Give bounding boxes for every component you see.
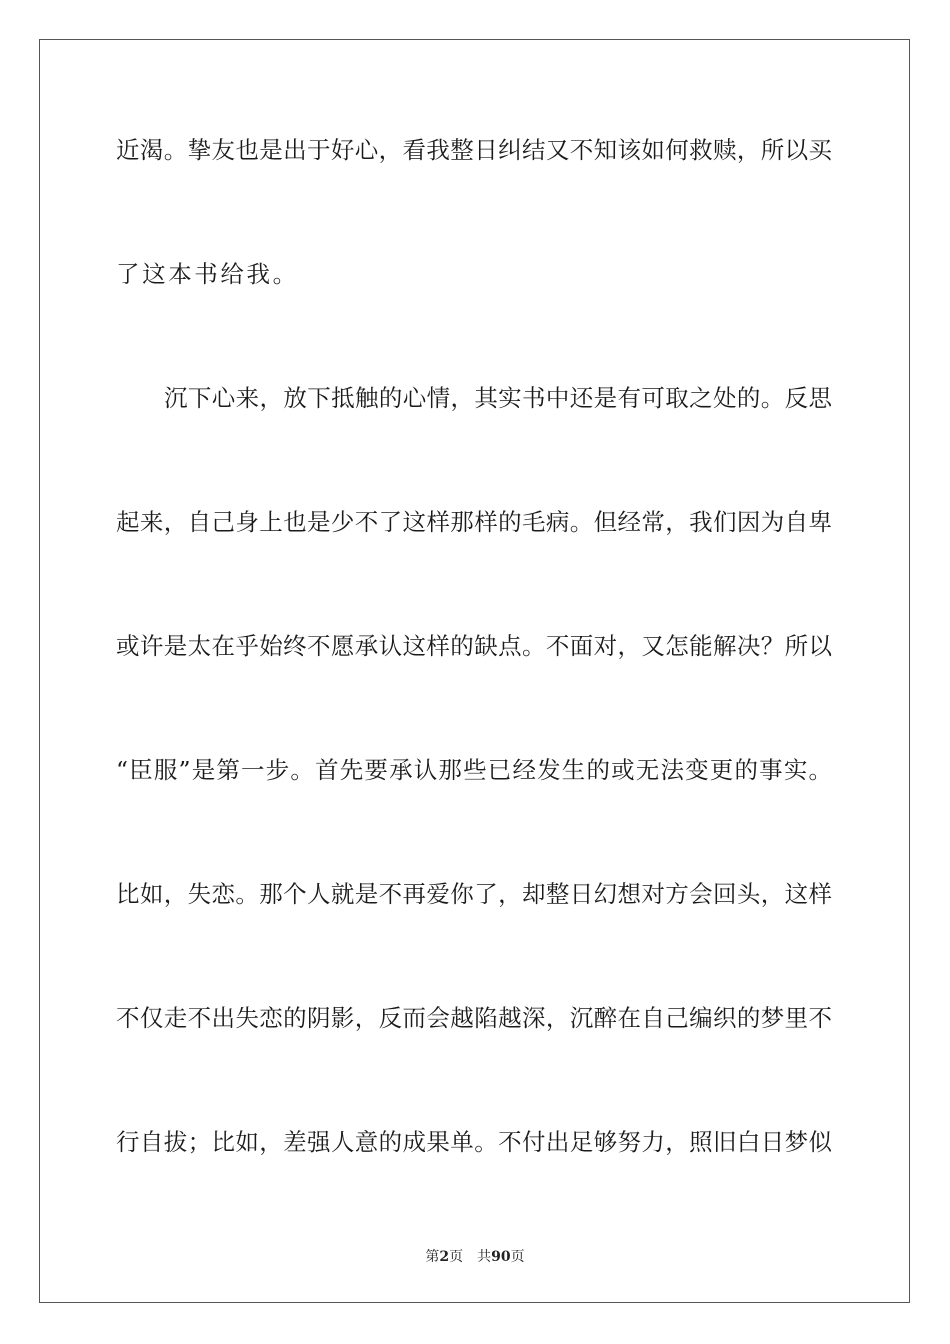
text-line-3: 沉下心来，放下抵触的心情，其实书中还是有可取之处的。反思 [164,384,832,412]
page-suffix: 页 [449,1249,464,1265]
text-line-4: 起来，自己身上也是少不了这样那样的毛病。但经常，我们因为自卑 [116,508,832,536]
text-line-2: 了这本书给我。 [116,260,299,288]
page-prefix: 第 [425,1249,440,1265]
page-number: 2 [439,1249,450,1265]
text-line-8: 不仅走不出失恋的阴影，反而会越陷越深，沉醉在自己编织的梦里不 [116,1004,832,1032]
text-line-7: 比如，失恋。那个人就是不再爱你了，却整日幻想对方会回头，这样 [116,880,832,908]
page-footer [0,1248,950,1266]
total-suffix: 页 [510,1249,525,1265]
total-pages: 90 [491,1249,511,1265]
page-border [39,39,910,1303]
text-line-5: 或许是太在乎始终不愿承认这样的缺点。不面对，又怎能解决？所以 [116,632,832,660]
total-prefix: 共 [477,1249,492,1265]
text-line-9: 行自拔；比如，差强人意的成果单。不付出足够努力，照旧白日梦似 [116,1128,832,1156]
text-line-6: “臣服”是第一步。首先要承认那些已经发生的或无法变更的事实。 [116,756,832,784]
text-line-1: 近渴。挚友也是出于好心，看我整日纠结又不知该如何救赎，所以买 [116,136,832,164]
